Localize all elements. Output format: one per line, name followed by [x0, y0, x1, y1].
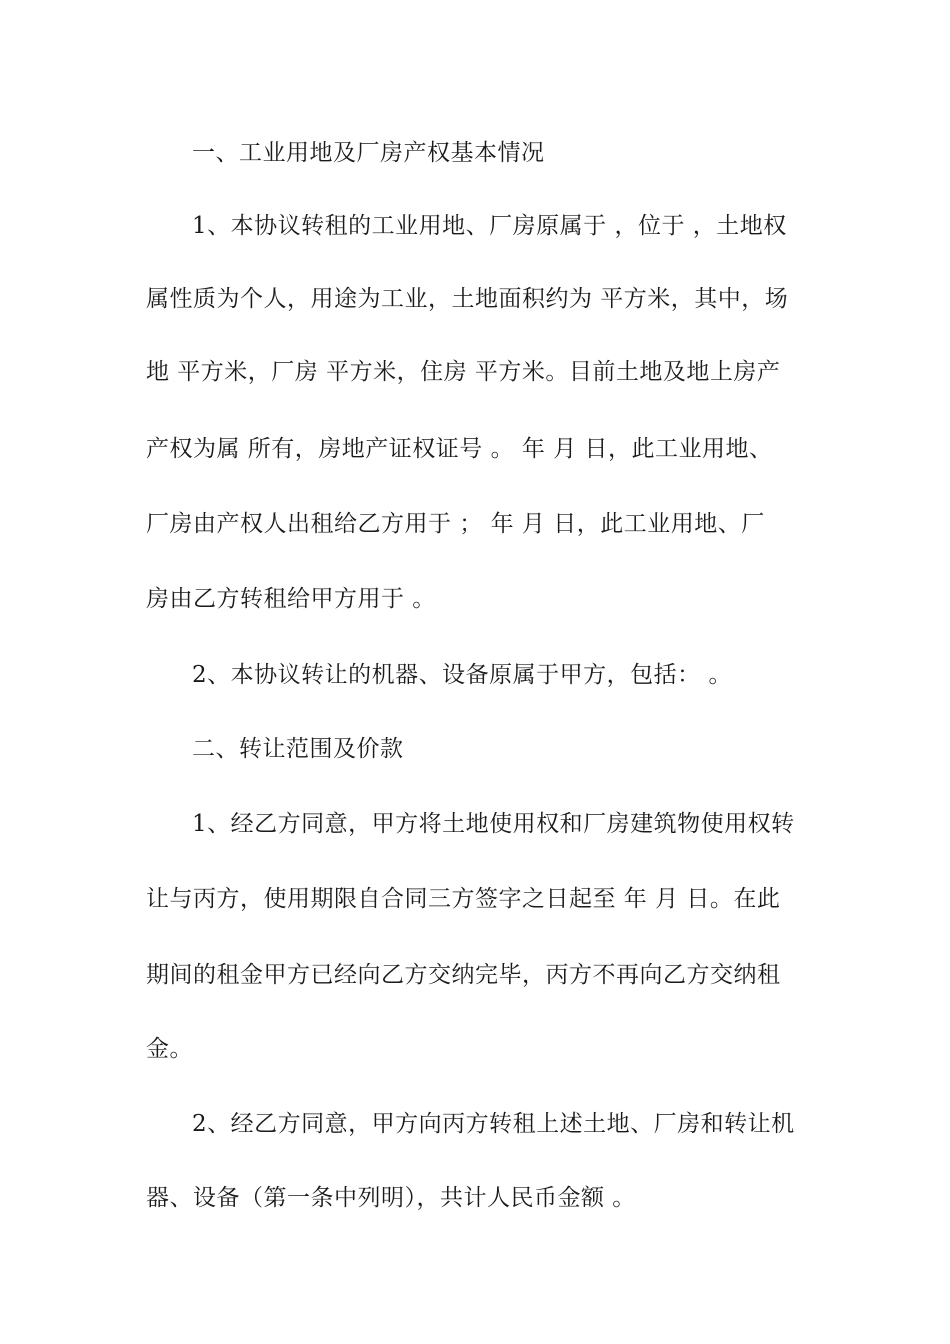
paragraph-2-1-line-2: 让与丙方，使用期限自合同三方签字之日起至 年 月 日。在此: [146, 886, 781, 912]
paragraph-1-1-line-3: 地 平方米，厂房 平方米，住房 平方米。目前土地及地上房产: [146, 359, 781, 385]
paragraph-1-1-line-2: 属性质为个人，用途为工业，土地面积约为 平方米，其中，场: [146, 286, 789, 312]
paragraph-2-2-line-1: 2、经乙方同意，甲方向丙方转租上述土地、厂房和转让机: [192, 1111, 795, 1137]
paragraph-2-1-line-4: 金。: [146, 1036, 193, 1062]
paragraph-2-1-line-1: 1、经乙方同意，甲方将土地使用权和厂房建筑物使用权转: [192, 811, 795, 837]
paragraph-1-2: 2、本协议转让的机器、设备原属于甲方，包括： 。: [192, 662, 732, 688]
paragraph-1-1-line-4: 产权为属 所有，房地产证权证号 。 年 月 日，此工业用地、: [146, 436, 773, 462]
paragraph-1-1-line-1: 1、本协议转租的工业用地、厂房原属于 ，位于 ，土地权: [192, 213, 787, 239]
paragraph-2-2-line-2: 器、设备（第一条中列明），共计人民币金额 。: [146, 1185, 636, 1211]
paragraph-1-1-line-6: 房由乙方转租给甲方用于 。: [146, 586, 436, 612]
section-heading-2: 二、转让范围及价款: [192, 736, 404, 762]
section-heading-1: 一、工业用地及厂房产权基本情况: [192, 140, 545, 166]
paragraph-2-1-line-3: 期间的租金甲方已经向乙方交纳完毕，丙方不再向乙方交纳租: [146, 962, 781, 988]
paragraph-1-1-line-5: 厂房由产权人出租给乙方用于 ； 年 月 日，此工业用地、厂: [146, 511, 765, 537]
